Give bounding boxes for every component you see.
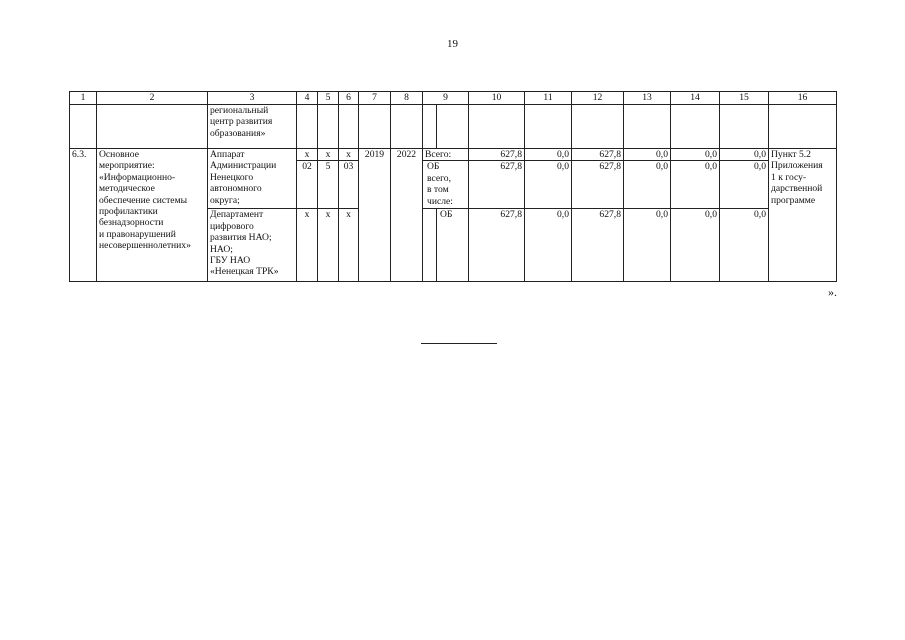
header-cell: 10 — [469, 92, 525, 105]
year-end: 2022 — [391, 149, 423, 282]
value-cell: 0,0 — [720, 149, 769, 161]
value-cell: 0,0 — [525, 149, 572, 161]
measure-name: Основное мероприятие: «Информационно- методическое обеспечение системы профилактики безнадзорности и правонарушений несовершеннолетних» — [97, 149, 208, 282]
header-cell: 3 — [208, 92, 297, 105]
header-cell: 6 — [339, 92, 359, 105]
header-cell: 12 — [572, 92, 624, 105]
header-cell: 1 — [70, 92, 97, 105]
value-cell: 627,8 — [572, 149, 624, 161]
value-cell: 627,8 — [572, 161, 624, 209]
source-ob-total: ОБ всего, в том числе: — [423, 161, 469, 209]
header-row — [70, 92, 837, 105]
source-ob: ОБ — [440, 209, 453, 221]
executor-b: Департамент цифрового развития НАО; НАО; ГБУ НАО «Ненецкая ТРК» — [208, 209, 297, 282]
separator-line — [421, 343, 497, 344]
header-cell: 8 — [391, 92, 423, 105]
code-cell: x — [297, 209, 318, 282]
value-cell: 0,0 — [624, 209, 671, 282]
page-number: 19 — [447, 38, 458, 50]
code-cell: x — [339, 209, 359, 282]
code-cell: x — [318, 149, 339, 161]
value-cell: 0,0 — [671, 209, 720, 282]
value-cell: 627,8 — [572, 209, 624, 282]
value-cell: 627,8 — [469, 209, 525, 282]
header-cell: 11 — [525, 92, 572, 105]
header-cell: 5 — [318, 92, 339, 105]
row-total — [70, 149, 837, 161]
closing-quote: ». — [828, 285, 837, 299]
continuation-row — [70, 105, 837, 149]
executor-continuation: региональный центр развития образования» — [208, 105, 297, 149]
source-total: Всего: — [423, 149, 469, 161]
value-cell: 0,0 — [624, 161, 671, 209]
value-cell: 627,8 — [469, 149, 525, 161]
header-cell: 7 — [359, 92, 391, 105]
header-cell: 13 — [624, 92, 671, 105]
value-cell: 0,0 — [671, 161, 720, 209]
value-cell: 0,0 — [624, 149, 671, 161]
code-cell: x — [339, 149, 359, 161]
value-cell: 0,0 — [720, 161, 769, 209]
value-cell: 0,0 — [525, 209, 572, 282]
header-cell: 2 — [97, 92, 208, 105]
code-cell: x — [318, 209, 339, 282]
value-cell: 0,0 — [671, 149, 720, 161]
header-cell: 16 — [769, 92, 837, 105]
program-table — [69, 91, 837, 282]
code-cell: 5 — [318, 161, 339, 209]
year-start: 2019 — [359, 149, 391, 282]
value-cell: 0,0 — [720, 209, 769, 282]
item-number: 6.3. — [70, 149, 97, 282]
value-cell: 627,8 — [469, 161, 525, 209]
code-cell: 02 — [297, 161, 318, 209]
code-cell: x — [297, 149, 318, 161]
header-cell: 15 — [720, 92, 769, 105]
note: Пункт 5.2 Приложения 1 к госу- дарственной программе — [769, 149, 837, 282]
executor-a: Аппарат Администрации Ненецкого автономного округа; — [208, 149, 297, 209]
header-cell: 14 — [671, 92, 720, 105]
header-cell: 4 — [297, 92, 318, 105]
code-cell: 03 — [339, 161, 359, 209]
header-cell: 9 — [423, 92, 469, 105]
value-cell: 0,0 — [525, 161, 572, 209]
